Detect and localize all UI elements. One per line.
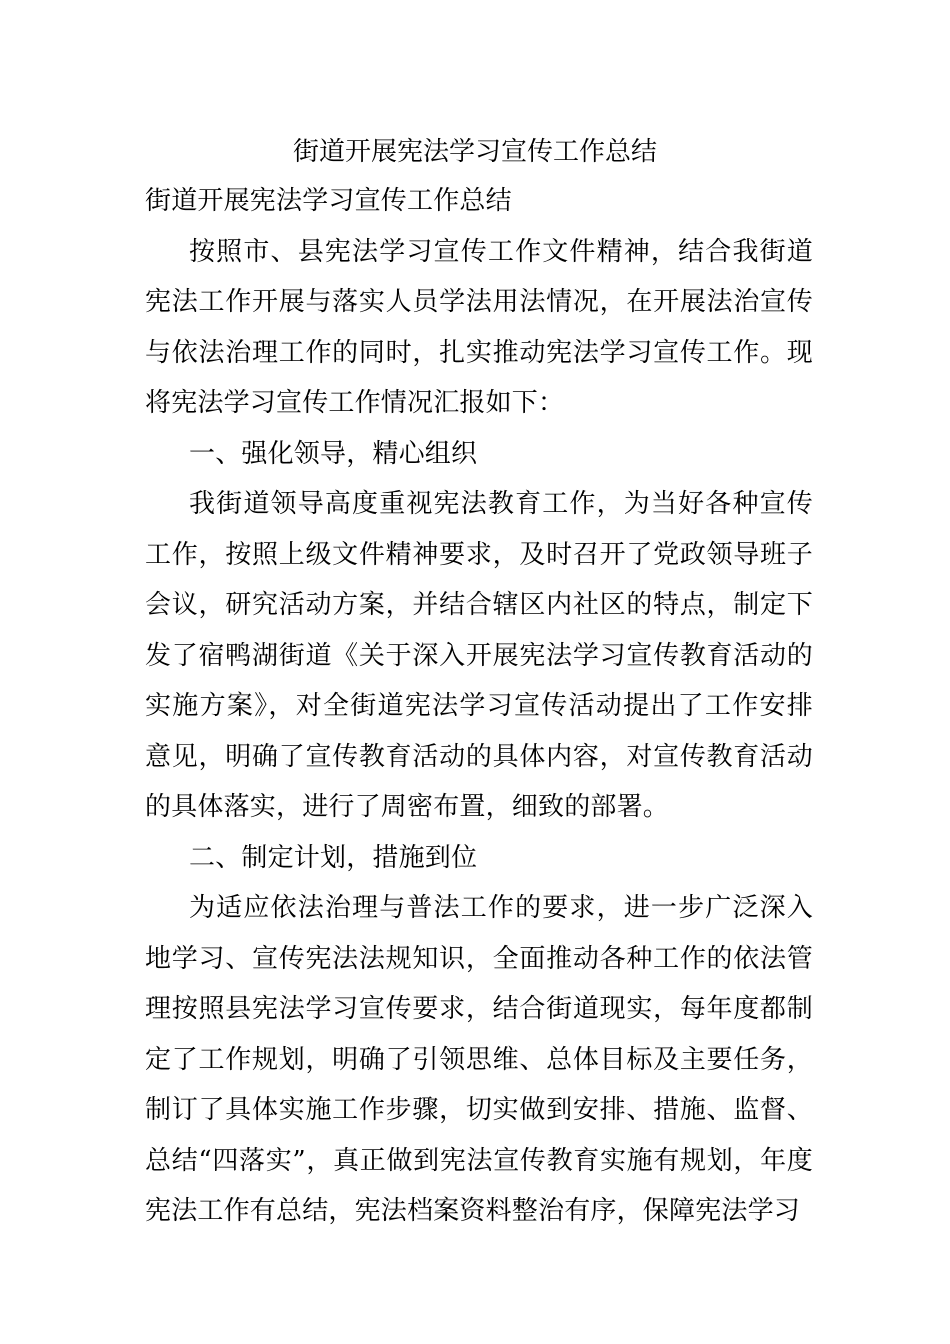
document-title: 街道开展宪法学习宣传工作总结 xyxy=(292,137,657,167)
section-heading-2: 二、制定计划，措施到位 xyxy=(189,842,478,873)
section-body-2: 为适应依法治理与普法工作的要求，进一步广泛深入地学习、宣传宪法法规知识，全面推动各种工作的依法管理按照县宪法学习宣传要求，结合街道现实，每年度都制定了工作规划，明确了引领思维、总体目标及主要任务，制订了具体实施工作步骤，切实做到安排、措施、监督、总结“四落实”，真正做到宪法宣传教育实施有规划，年度宪法工作有总结，宪法档案资料整治有序，保障宪法学习 xyxy=(145,893,813,1226)
intro-paragraph: 按照市、县宪法学习宣传工作文件精神，结合我街道宪法工作开展与落实人员学法用法情况，在开展法治宣传与依法治理工作的同时，扎实推动宪法学习宣传工作。现将宪法学习宣传工作情况汇报如下： xyxy=(145,236,813,418)
section-body-1: 我街道领导高度重视宪法教育工作，为当好各种宣传工作，按照上级文件精神要求，及时召开了党政领导班子会议，研究活动方案，并结合辖区内社区的特点，制定下发了宿鸭湖街道《关于深入开展宪法学习宣传教育活动的实施方案》，对全街道宪法学习宣传活动提出了工作安排意见，明确了宣传教育活动的具体内容，对宣传教育活动的具体落实，进行了周密布置，细致的部署。 xyxy=(145,489,813,822)
document-body xyxy=(145,176,813,1237)
document-subtitle: 街道开展宪法学习宣传工作总结 xyxy=(145,186,512,216)
section-heading-1: 一、强化领导，精心组织 xyxy=(189,438,478,469)
